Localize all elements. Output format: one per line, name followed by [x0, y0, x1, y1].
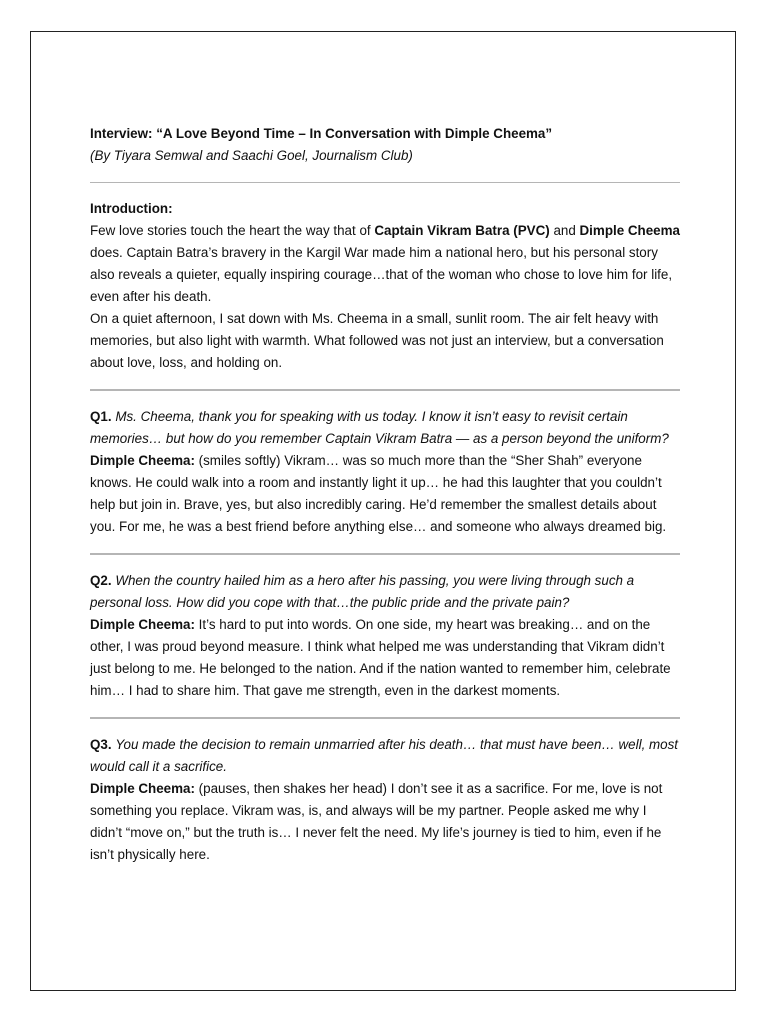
speaker-label: Dimple Cheema:	[90, 617, 195, 632]
question-3	[90, 734, 680, 778]
section-divider	[90, 182, 680, 183]
introduction-heading: Introduction:	[90, 201, 173, 216]
introduction-paragraph-2: On a quiet afternoon, I sat down with Ms. Cheema in a small, sunlit room. The air felt heavy with memories, but also light with warmth. What followed was not just an interview, but a conversation about love, loss, and holding on.	[90, 311, 664, 370]
section-divider	[90, 717, 680, 719]
intro-name-batra: Captain Vikram Batra (PVC)	[374, 223, 550, 238]
answer-text: It’s hard to put into words. On one side, my heart was breaking… and on the other, I was proud beyond measure. I think what helped me was understanding that Vikram didn’t just belong to me. He belonged to the nation. And if the nation wanted to remember him, celebrate him… I had to share him. That gave me strength, even in the darkest moments.	[90, 617, 671, 698]
question-label: Q1.	[90, 409, 112, 424]
answer-text: (pauses, then shakes her head) I don’t see it as a sacrifice. For me, love is not something you replace. Vikram was, is, and always will be my partner. People asked me why I didn’t “move on,” but the truth is… I never felt the need. My life’s journey is tied to him, even if he isn’t physically here.	[90, 781, 663, 862]
qa-block-2	[90, 570, 680, 702]
introduction-section	[90, 198, 680, 374]
answer-3	[90, 778, 680, 866]
intro-text: and	[549, 223, 580, 238]
answer-2	[90, 614, 680, 702]
introduction-paragraph-1	[90, 220, 680, 308]
qa-block-1	[90, 406, 680, 538]
section-divider	[90, 389, 680, 391]
question-text: Ms. Cheema, thank you for speaking with us today. I know it isn’t easy to revisit certain memories… but how do you remember Captain Vikram Batra — as a person beyond the uniform?	[90, 409, 669, 446]
document-page	[30, 31, 736, 991]
speaker-label: Dimple Cheema:	[90, 453, 195, 468]
speaker-label: Dimple Cheema:	[90, 781, 195, 796]
article-title: Interview: “A Love Beyond Time – In Conversation with Dimple Cheema”	[90, 126, 553, 141]
section-divider	[90, 553, 680, 555]
document-content	[90, 93, 680, 866]
question-label: Q3.	[90, 737, 112, 752]
intro-name-cheema: Dimple Cheema	[579, 223, 680, 238]
question-label: Q2.	[90, 573, 112, 588]
question-text: You made the decision to remain unmarried after his death… that must have been… well, most would call it a sacrifice.	[90, 737, 679, 774]
answer-1	[90, 450, 680, 538]
question-2	[90, 570, 680, 614]
article-byline: (By Tiyara Semwal and Saachi Goel, Journalism Club)	[90, 148, 413, 163]
question-text: When the country hailed him as a hero after his passing, you were living through such a personal loss. How did you cope with that…the public pride and the private pain?	[90, 573, 635, 610]
answer-text: (smiles softly) Vikram… was so much more than the “Sher Shah” everyone knows. He could walk into a room and instantly light it up… he had this laughter that you couldn’t help but join in. Brave, yes, but also incredibly caring. He’d remember the smallest details about you. For me, he was a best friend before anything else… and someone who always dreamed big.	[90, 453, 667, 534]
qa-block-3	[90, 734, 680, 866]
question-1	[90, 406, 680, 450]
intro-text: Few love stories touch the heart the way that of	[90, 223, 375, 238]
intro-text: does. Captain Batra’s bravery in the Kargil War made him a national hero, but his personal story also reveals a quieter, equally inspiring courage…that of the woman who chose to love him for life, even after his death.	[90, 245, 673, 304]
